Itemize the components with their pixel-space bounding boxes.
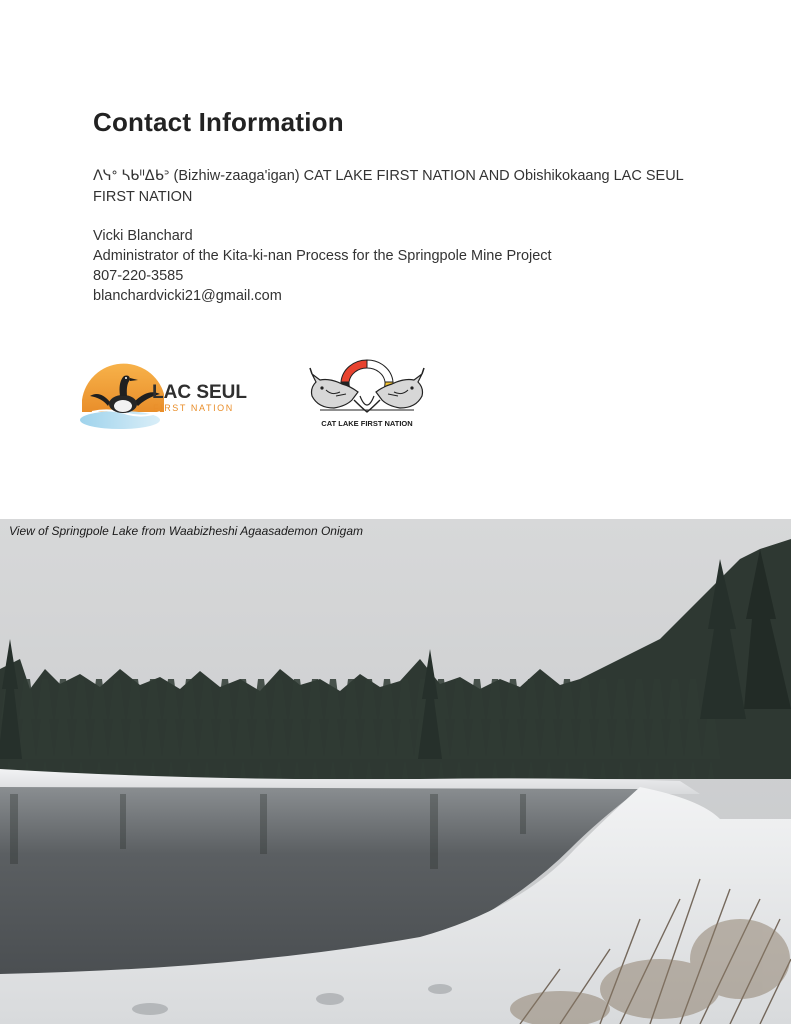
contact-block (93, 226, 552, 306)
lac-seul-logo-name: LAC SEUL (152, 382, 247, 403)
loon-emblem-icon (80, 354, 250, 434)
lac-seul-logo-subtitle: FIRST NATION (153, 403, 234, 413)
cat-lake-logo (306, 356, 428, 432)
page-title: Contact Information (93, 107, 344, 137)
lake-landscape-image (0, 519, 791, 1024)
photo-caption: View of Springpole Lake from Waabizheshi Agaasademon Onigam (9, 524, 363, 538)
organization-syllabics: ᐱᓭᐤ ᓴᑲᐦᐃᑲᐣ (93, 168, 170, 184)
lake-photo (0, 519, 791, 1024)
organization-text: (Bizhiw-zaaga'igan) CAT LAKE FIRST NATION AND Obishikokaang LAC SEUL FIRST NATION (93, 168, 684, 205)
contact-email[interactable]: blanchardvicki21@gmail.com (93, 288, 282, 304)
lac-seul-logo (80, 354, 250, 434)
contact-phone: 807-220-3585 (93, 268, 184, 284)
cat-lake-logo-label: CAT LAKE FIRST NATION (321, 419, 413, 428)
contact-role: Administrator of the Kita-ki-nan Process for the Springpole Mine Project (93, 248, 552, 264)
contact-name: Vicki Blanchard (93, 228, 193, 244)
lynx-medicine-wheel-icon (306, 356, 428, 432)
organization-names (93, 166, 693, 208)
